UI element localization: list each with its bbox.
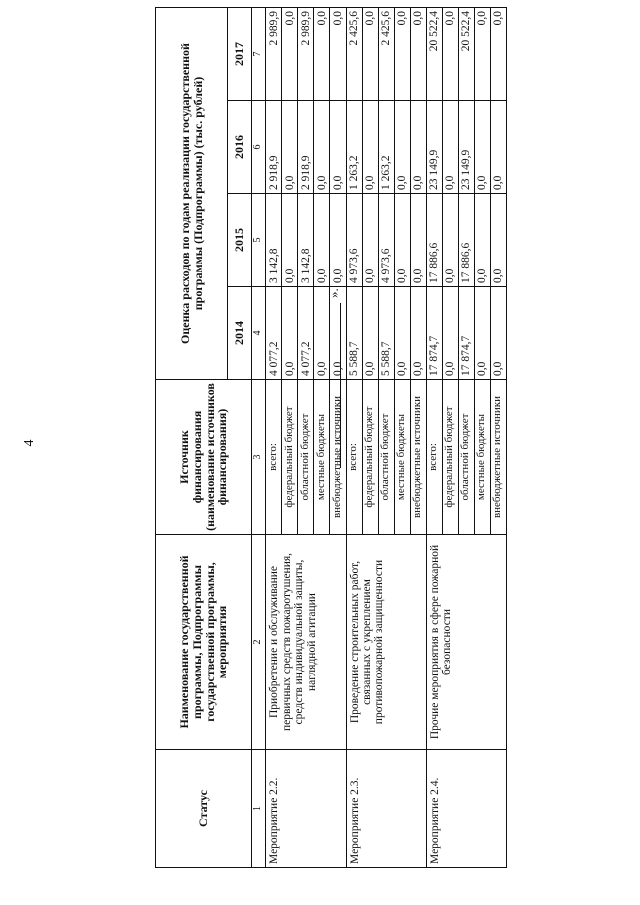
amount-cell: 2 918,9 (266, 101, 282, 194)
funding-source: внебюджетные источники (330, 380, 346, 535)
funding-source: федеральный бюджет (282, 380, 298, 535)
amount-cell: 0,0 (442, 194, 458, 287)
header-status: Статус (156, 750, 252, 868)
amount-cell: 0,0 (330, 194, 346, 287)
amount-cell: 0,0 (442, 287, 458, 380)
amount-cell: 0,0 (394, 194, 410, 287)
funding-source: всего: (426, 380, 442, 535)
funding-source: местные бюджеты (474, 380, 490, 535)
amount-cell: 3 142,8 (266, 194, 282, 287)
amount-cell: 0,0 (474, 7, 490, 100)
funding-source: областной бюджет (378, 380, 394, 535)
amount-cell: 4 077,2 (266, 287, 282, 380)
amount-cell: 4 077,2 (298, 287, 314, 380)
amount-cell: 20 522,4 (458, 7, 474, 100)
amount-cell: 0,0 (410, 194, 426, 287)
activity-status: Мероприятие 2.4. (426, 750, 506, 868)
column-number: 2 (252, 535, 266, 750)
funding-source: федеральный бюджет (442, 380, 458, 535)
amount-cell: 1 263,2 (346, 101, 362, 194)
amount-cell: 0,0 (282, 194, 298, 287)
amount-cell: 0,0 (474, 194, 490, 287)
funding-source: местные бюджеты (394, 380, 410, 535)
amount-cell: 2 989,9 (298, 7, 314, 100)
table-row (266, 7, 282, 867)
amount-cell: 0,0 (474, 287, 490, 380)
activities-body (266, 7, 507, 867)
amount-cell: 5 588,7 (378, 287, 394, 380)
amount-cell: 0,0 (490, 287, 506, 380)
funding-source: всего: (266, 380, 282, 535)
amount-cell: 0,0 (394, 287, 410, 380)
amount-cell: 17 874,7 (426, 287, 442, 380)
amount-cell: 23 149,9 (458, 101, 474, 194)
amount-cell: 0,0 (330, 7, 346, 100)
budget-table (155, 7, 507, 868)
header-year-2014: 2014 (228, 287, 252, 380)
table-row (426, 7, 442, 867)
header-source: Источник финансирования (наименование источников финансирования) (156, 380, 252, 535)
amount-cell: 0,0 (362, 287, 378, 380)
amount-cell: 0,0 (394, 101, 410, 194)
amount-cell: 0,0 (410, 101, 426, 194)
column-number: 4 (252, 287, 266, 380)
amount-cell: 0,0 (362, 101, 378, 194)
header-year-2015: 2015 (228, 194, 252, 287)
amount-cell: 20 522,4 (426, 7, 442, 100)
amount-cell: 0,0 (330, 101, 346, 194)
amount-cell: 0,0 (314, 101, 330, 194)
amount-cell: 0,0 (282, 7, 298, 100)
column-number-row (252, 7, 266, 867)
funding-source: внебюджетные источники (490, 380, 506, 535)
funding-source: областной бюджет (458, 380, 474, 535)
page-number: 4 (22, 439, 37, 447)
signature-line (340, 303, 341, 468)
amount-cell: 2 989,9 (266, 7, 282, 100)
amount-cell: 0,0 (314, 7, 330, 100)
header-year-2016: 2016 (228, 101, 252, 194)
closing-mark: ». (326, 288, 341, 298)
header-name: Наименование государственной программы, Подпрограммы государственной программы, мероприятия (156, 535, 252, 750)
funding-source: федеральный бюджет (362, 380, 378, 535)
amount-cell: 2 425,6 (346, 7, 362, 100)
amount-cell: 0,0 (442, 7, 458, 100)
amount-cell: 2 425,6 (378, 7, 394, 100)
amount-cell: 17 886,6 (458, 194, 474, 287)
amount-cell: 0,0 (394, 7, 410, 100)
funding-source: всего: (346, 380, 362, 535)
amount-cell: 0,0 (490, 7, 506, 100)
amount-cell: 0,0 (362, 194, 378, 287)
amount-cell: 0,0 (282, 101, 298, 194)
activity-status: Мероприятие 2.3. (346, 750, 426, 868)
amount-cell: 0,0 (330, 287, 346, 380)
activity-name: Прочие мероприятия в сфере пожарной безопасности (426, 535, 506, 750)
column-number: 6 (252, 101, 266, 194)
activity-name: Проведение строительных работ, связанных с укреплением противопожарной защищенности (346, 535, 426, 750)
amount-cell: 3 142,8 (298, 194, 314, 287)
column-number: 7 (252, 7, 266, 100)
amount-cell: 0,0 (410, 7, 426, 100)
amount-cell: 0,0 (474, 101, 490, 194)
activity-status: Мероприятие 2.2. (266, 750, 346, 868)
table-row (346, 7, 362, 867)
rotated-page-content (90, 8, 520, 883)
amount-cell: 17 886,6 (426, 194, 442, 287)
funding-source: внебюджетные источники (410, 380, 426, 535)
amount-cell: 0,0 (314, 287, 330, 380)
column-number: 5 (252, 194, 266, 287)
amount-cell: 0,0 (490, 101, 506, 194)
amount-cell: 0,0 (362, 7, 378, 100)
amount-cell: 23 149,9 (426, 101, 442, 194)
amount-cell: 0,0 (410, 287, 426, 380)
amount-cell: 0,0 (314, 194, 330, 287)
amount-cell: 0,0 (442, 101, 458, 194)
header-year-2017: 2017 (228, 7, 252, 100)
amount-cell: 5 588,7 (346, 287, 362, 380)
header-estimate: Оценка расходов по годам реализации государственной программы (Подпрограммы) (тыс. рублей) (156, 7, 228, 379)
funding-source: областной бюджет (298, 380, 314, 535)
amount-cell: 2 918,9 (298, 101, 314, 194)
amount-cell: 17 874,7 (458, 287, 474, 380)
amount-cell: 0,0 (490, 194, 506, 287)
column-number: 1 (252, 750, 266, 868)
amount-cell: 4 973,6 (346, 194, 362, 287)
amount-cell: 1 263,2 (378, 101, 394, 194)
amount-cell: 0,0 (282, 287, 298, 380)
column-number: 3 (252, 380, 266, 535)
amount-cell: 4 973,6 (378, 194, 394, 287)
funding-source: местные бюджеты (314, 380, 330, 535)
activity-name: Приобретение и обслуживание первичных средств пожаротушения, средств индивидуальной защиты, наглядной агитации (266, 535, 346, 750)
